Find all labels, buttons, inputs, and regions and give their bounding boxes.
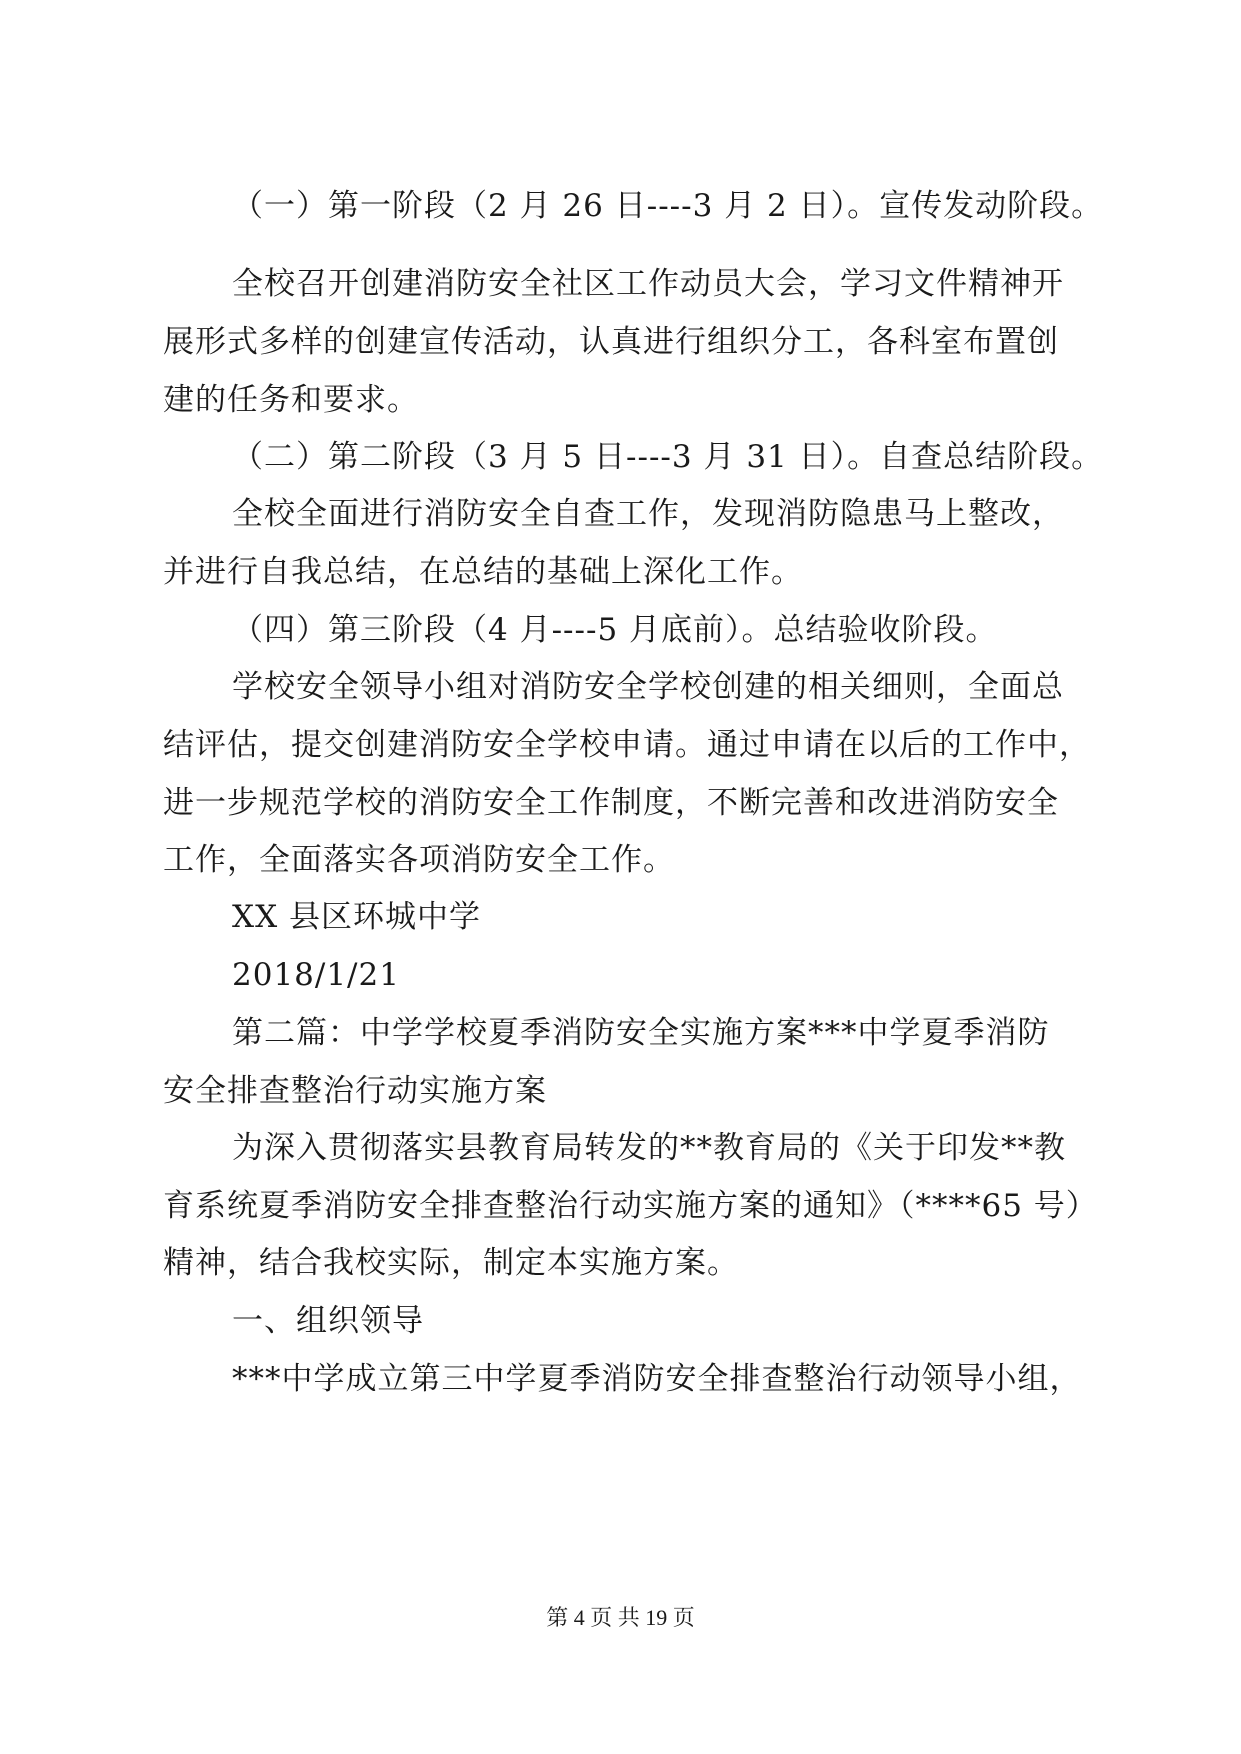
paragraph-line: 育系统夏季消防安全排查整治行动实施方案的通知》（****65 号）	[163, 1188, 1098, 1224]
paragraph-line: 全校召开创建消防安全社区工作动员大会，学习文件精神开	[232, 266, 1064, 302]
second-article-title-cont: 安全排查整治行动实施方案	[163, 1073, 547, 1109]
paragraph-line: 学校安全领导小组对消防安全学校创建的相关细则，全面总	[232, 669, 1064, 705]
paragraph-line: 展形式多样的创建宣传活动，认真进行组织分工，各科室布置创	[163, 324, 1059, 360]
paragraph-line: 结评估，提交创建消防安全学校申请。通过申请在以后的工作中，	[163, 727, 1091, 763]
second-article-title: 第二篇：中学学校夏季消防安全实施方案***中学夏季消防	[232, 1015, 1050, 1051]
paragraph-line: ***中学成立第三中学夏季消防安全排查整治行动领导小组，	[232, 1361, 1082, 1397]
stage-two-heading: （二）第二阶段（3 月 5 日----3 月 31 日）。自查总结阶段。	[232, 439, 1104, 475]
paragraph-line: 为深入贯彻落实县教育局转发的**教育局的《关于印发**教	[232, 1130, 1066, 1166]
paragraph-line: 进一步规范学校的消防安全工作制度，不断完善和改进消防安全	[163, 785, 1059, 821]
signature-school: XX 县区环城中学	[232, 899, 481, 935]
paragraph-line: 工作，全面落实各项消防安全工作。	[163, 842, 675, 878]
paragraph-line: 建的任务和要求。	[163, 382, 419, 418]
signature-date: 2018/1/21	[232, 957, 400, 993]
stage-one-heading: （一）第一阶段（2 月 26 日----3 月 2 日）。宣传发动阶段。	[232, 188, 1104, 224]
stage-three-heading: （四）第三阶段（4 月----5 月底前）。总结验收阶段。	[232, 612, 998, 648]
paragraph-line: 全校全面进行消防安全自查工作，发现消防隐患马上整改，	[232, 496, 1064, 532]
page-footer: 第 4 页 共 19 页	[546, 1605, 695, 1630]
section-heading-organization: 一、组织领导	[232, 1303, 424, 1339]
paragraph-line: 并进行自我总结，在总结的基础上深化工作。	[163, 554, 803, 590]
paragraph-line: 精神，结合我校实际，制定本实施方案。	[163, 1245, 739, 1281]
